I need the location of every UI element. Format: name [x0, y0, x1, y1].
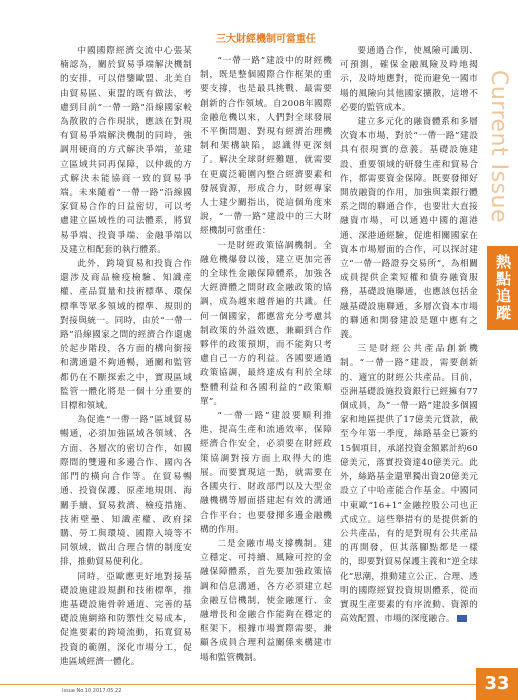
paragraph: 一是財經政策協調機制。全融危機爆發以後，建立更加完善的全球性金融保障體系，加強各大經濟體之間財政金融政策的協調，成為越來越普遍的共識。任何一個國家，都應當充分考慮其制政策的外溢效應，兼顧到合作夥伴的政策預期，而不能夠只考慮自己一方的利益。各國要通過政策協調，最終達成有利於全球整體利益和各國利益的“政策順單”。 — [200, 240, 332, 407]
paragraph — [340, 342, 478, 626]
hot-topic-label: 熱點追蹤 — [487, 246, 518, 330]
paragraph: “一帶一路”建設中的財經機制，既是整個國際合作框架的重要支撐，也是最具挑戰、最需要創新的合作領域。自2008年國際金融危機以來，人們對全球發展不平衡問題、對現有經濟治理機制和架構缺陷，認識得更深刻了。解決全球財經難題，就需要在更廣泛範圍內整合經濟要素和發展資源，形成合力，財經專家人士建少關指出，從這個角度來說，“一帶一路”建設中的三大財經機制可當重任： — [200, 56, 332, 237]
article-column-1 — [60, 44, 192, 669]
paragraph: 此外，跨境貿易和投資合作還涉及商品檢疫檢驗、知識產權、產品質量和技術標準、環保標準等眾多領域的標準、規則的對接與統一。同時，由於“一帶一路”沿線國家之間的經濟合作還處於起步階段，各方面的構向銜接和溝通還不夠通暢，通關和監管都仍在不斷探索之中，實現區域監管一體化將是一個十分重要的目標和領域。 — [60, 259, 192, 412]
end-of-article-icon — [457, 615, 467, 622]
page-number: 33 — [476, 668, 518, 700]
paragraph: “一帶一路”建設要順利推進，提高生產和流通效率，保障經濟合作安全，必須要在財經政策協調對接方面上取得大的進展。而要實現這一點，就需要在各國央行、財政部門以及大型金融機構等層面搭建起有效的溝通合作平台；也要發揮多邊金融機構的作用。 — [200, 411, 332, 535]
current-issue-tag: Current Issue — [486, 70, 511, 224]
paragraph: 為促進“一帶一路”區域貿易暢通，必須加強區域各領域、各方面、各層次的密切合作，如國際間的雙邊和多邊合作、國內各部門的橫向合作等。在貿易暢通、投資保護、原產地規則、海關手續、貿易救濟、檢疫措施、技術壁壘、知識產權、政府採購、勞工與環境、國際入境等不同領域，做出合理合情的制度安排，推動貿易便利化。 — [60, 415, 192, 568]
footer-divider — [0, 684, 518, 685]
section-title: 三大財經機制可當重任 — [216, 34, 316, 45]
article-column-2 — [200, 54, 332, 665]
paragraph: 要通過合作，使風險可識別、可預測，確保金融風險及時地揭示，及時地應對，從而避免一國市場的風險向其他國家擴散，這增不必要的監管成本。 — [340, 46, 478, 113]
paragraph: 建立多元化的融資體系和多層次資本市場，對於“一帶一路”建設具有很現實的意義。基礎設施建設、重要領域的研發生產和貿易合作，都需要資金保障。既要發揮好開放融資的作用，加強與業銀行體系之間的聯通合作，也要壯大直接融資市場，可以通過中國的滬港通、深港通經驗，促進相關國家在資本市場層面的合作，可以探討建立“一帶一路證券交易所”，為相關成員提供企業短權和債券融資服務，基礎設施聯通，也應該包括金融基礎設施聯通，多層次資本市場的聯通和開發建設是題中應有之義。 — [340, 117, 478, 341]
paragraph: 同時，亞歐應更好地對接基礎設施建設規劃和技術標準，推進基礎設施骨幹通道、完善的基礎設施網絡和防禦性交易成本，促進要素的跨境流動，拓寬貿易投資的範圍，深化市場分工，促進區域經濟一體化。 — [60, 571, 192, 667]
paragraph: 二是金融市場支撐機制。建立穩定、可持續、風險可控的金融保障體系，首先要加強政策協調和信息溝通，各方必須建立起金融互信機制，使金融運行、金融增長和金融合作能夠在穩定的框架下，根據市場實際需要，兼顧各成員合理利益關係來構建市場和監管機制。 — [200, 538, 332, 663]
article-column-3 — [340, 44, 478, 626]
paragraph: 中國國際經濟交流中心張某楠認為，關於貿易爭端解決機制的安排，可以借鑒歐盟、北美自由貿易區、東盟的既有做法，考慮到目前“一帶一路”沿線國家較為散散的合作現狀，應該在對現有貿易爭端解決機制的同時，強調用硬商的方式解決爭端，並建立區域共同再保障，以仲裁的方式解決未能協商一致的貿易爭端。未來隨着“一帶一路”沿線國家貿易合作的日益密切，可以考慮建立區域性的司法體系，將貿易爭端、投資爭端、金融爭端以及建立相配套的執行體系。 — [60, 46, 192, 255]
paragraph-text: 三是財經公共產品創新機制。“一帶一路”建設，需要創新的、適宜的財經公共產品。目前，亞洲基礎設施投資銀行已經擁有77個成員，為“一帶一路”建設多個國家和地區提供了17億美元貸款，截至今年第一季度，絲路基金已簽約15個項目，承諾投資金額累計約60億美元，落實投資達40億美元。此外，絲路基金還單獨出資20億美元設立了中哈產能合作基金。中國同中東歐“16+1”金融控股公司也正式成立。這些舉措有的是提供新的公共產品，有的是對現有公共產品的再開發，但其落腳點都是一樣的，即要對貿易保護主義和“逆全球化”思潮，推動建立公正、合理、透明的國際經貿投資規則體系，從而實現生產要素的有序流動、資源的高效配置、市場的深度融合。 — [340, 344, 478, 625]
issue-info: Issue No.10 2017.05.22 — [62, 688, 122, 694]
